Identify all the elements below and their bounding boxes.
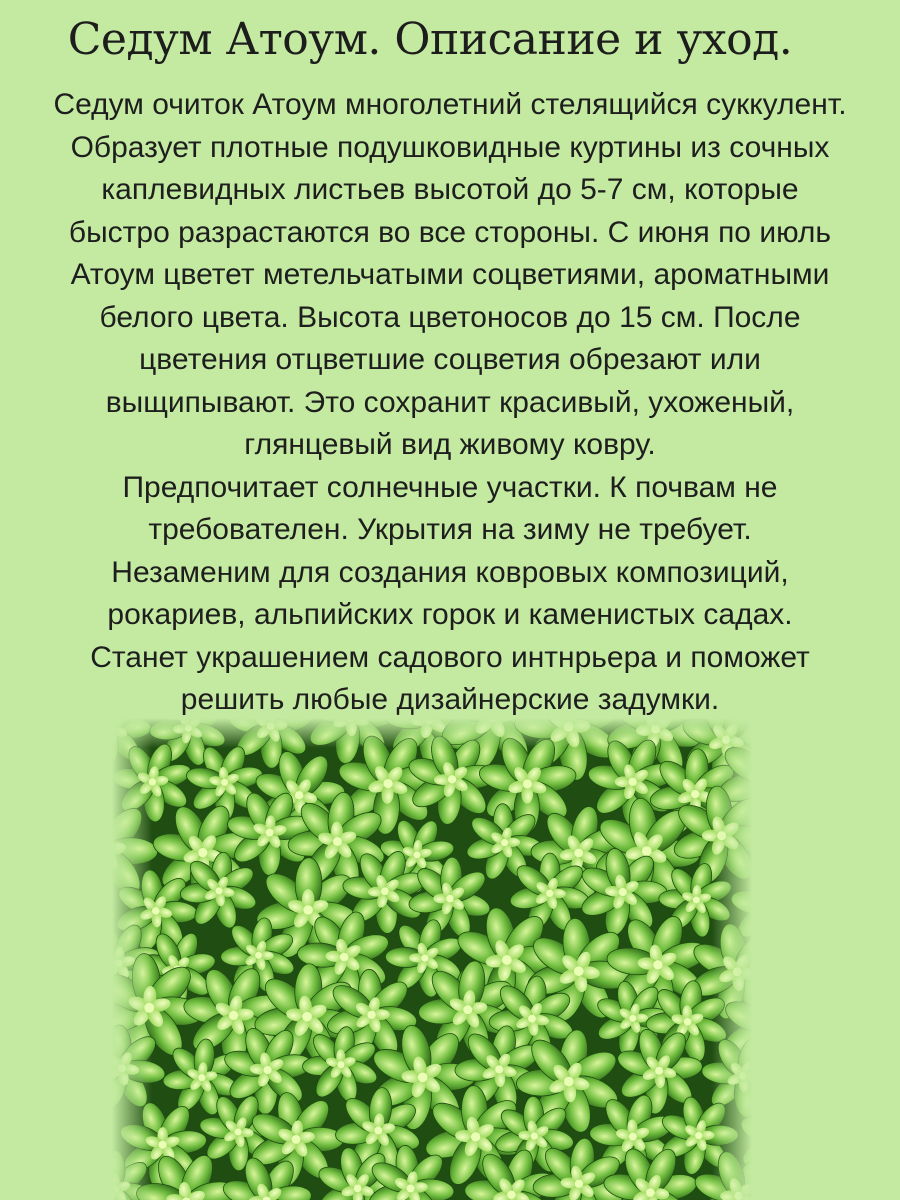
description-line: Атоум цветет метельчатыми соцветиями, ароматными (70, 258, 830, 291)
description-text (0, 84, 900, 722)
description-line: Предпочитает солнечные участки. К почвам не (122, 470, 778, 504)
page-title: Седум Атоум. Описание и уход. (67, 14, 793, 65)
description-line: цветения отцветшие соцветия обрезают или (139, 343, 761, 376)
sedum-photo (112, 718, 752, 1200)
description-line: каплевидных листьев высотой до 5-7 см, которые (101, 173, 799, 206)
description-line: рокариев, альпийских горок и каменистых садах. (107, 598, 793, 631)
description-line: требователен. Укрытия на зиму не требует. (148, 513, 752, 546)
description-line: быстро разрастаются во все стороны. С июня по июль (68, 215, 832, 249)
description-line: Седум очиток Атоум многолетний стелящийся суккулент. (53, 88, 847, 121)
description-line: Образует плотные подушковидные куртины из сочных (70, 130, 830, 164)
description-line: решить любые дизайнерские задумки. (180, 683, 720, 716)
description-line: глянцевый вид живому ковру. (244, 428, 656, 461)
description-line: Станет украшением садового интнрьера и поможет (90, 640, 810, 674)
description-line: Незаменим для создания ковровых композиций, (111, 555, 789, 589)
description-line: выщипывают. Это сохранит красивый, ухоженый, (105, 385, 795, 419)
description-line: белого цвета. Высота цветоносов до 15 см. После (99, 300, 801, 334)
